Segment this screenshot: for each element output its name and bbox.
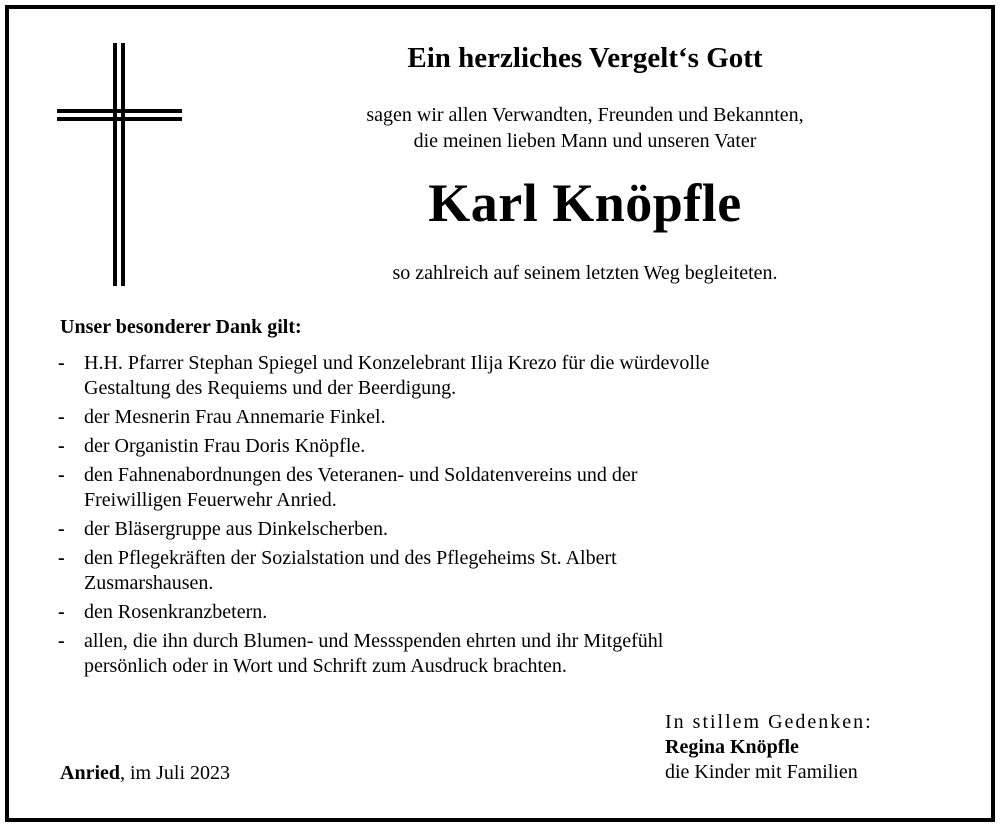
bullet-dash: - — [58, 601, 65, 623]
list-item — [58, 546, 958, 596]
bullet-dash: - — [58, 518, 65, 540]
place-date — [60, 762, 230, 785]
list-item-line: der Organistin Frau Doris Knöpfle. — [84, 435, 366, 457]
thanks-heading: Unser besonderer Dank gilt: — [60, 316, 302, 338]
list-item-line: Zusmarshausen. — [84, 572, 214, 594]
cross-icon — [57, 43, 182, 286]
list-item — [58, 405, 958, 430]
list-item — [58, 517, 958, 542]
list-item-line: Gestaltung des Requiems und der Beerdigung. — [84, 377, 457, 399]
date-text: , im Juli 2023 — [120, 762, 231, 784]
intro-line-2: die meinen lieben Mann und unseren Vater — [413, 130, 757, 152]
deceased-name: Karl Knöpfle — [428, 173, 742, 233]
bullet-dash: - — [58, 630, 65, 652]
thanks-list — [58, 351, 958, 683]
signature-block — [665, 710, 873, 785]
list-item-line: der Bläsergruppe aus Dinkelscherben. — [84, 518, 388, 540]
list-item — [58, 434, 958, 459]
bullet-dash: - — [58, 406, 65, 428]
bullet-dash: - — [58, 435, 65, 457]
list-item-line: den Pflegekräften der Sozialstation und des Pflegeheims St. Albert — [84, 547, 617, 569]
list-item — [58, 351, 958, 401]
bullet-dash: - — [58, 352, 65, 374]
list-item-line: Freiwilligen Feuerwehr Anried. — [84, 489, 337, 511]
intro-line-1: sagen wir allen Verwandten, Freunden und Bekannten, — [366, 104, 804, 126]
list-item-line: der Mesnerin Frau Annemarie Finkel. — [84, 406, 386, 428]
list-item-line: den Rosenkranzbetern. — [84, 601, 268, 623]
notice-title: Ein herzliches Vergelt‘s Gott — [407, 42, 763, 74]
bullet-dash: - — [58, 464, 65, 486]
list-item — [58, 600, 958, 625]
list-item-line: H.H. Pfarrer Stephan Spiegel und Konzelebrant Ilija Krezo für die würdevolle — [84, 352, 710, 374]
in-memory-text: In stillem Gedenken: — [665, 711, 873, 733]
list-item — [58, 629, 958, 679]
list-item — [58, 463, 958, 513]
after-name-text: so zahlreich auf seinem letzten Weg begleiteten. — [392, 262, 778, 284]
intro-text — [270, 102, 900, 154]
list-item-line: persönlich oder in Wort und Schrift zum Ausdruck brachten. — [84, 655, 567, 677]
list-item-line: allen, die ihn durch Blumen- und Messspenden ehrten und ihr Mitgefühl — [84, 630, 664, 652]
bullet-dash: - — [58, 547, 65, 569]
place-name: Anried — [60, 762, 120, 784]
list-item-line: den Fahnenabordnungen des Veteranen- und Soldatenvereins und der — [84, 464, 638, 486]
family-text: die Kinder mit Familien — [665, 761, 858, 783]
widow-name: Regina Knöpfle — [665, 736, 799, 758]
